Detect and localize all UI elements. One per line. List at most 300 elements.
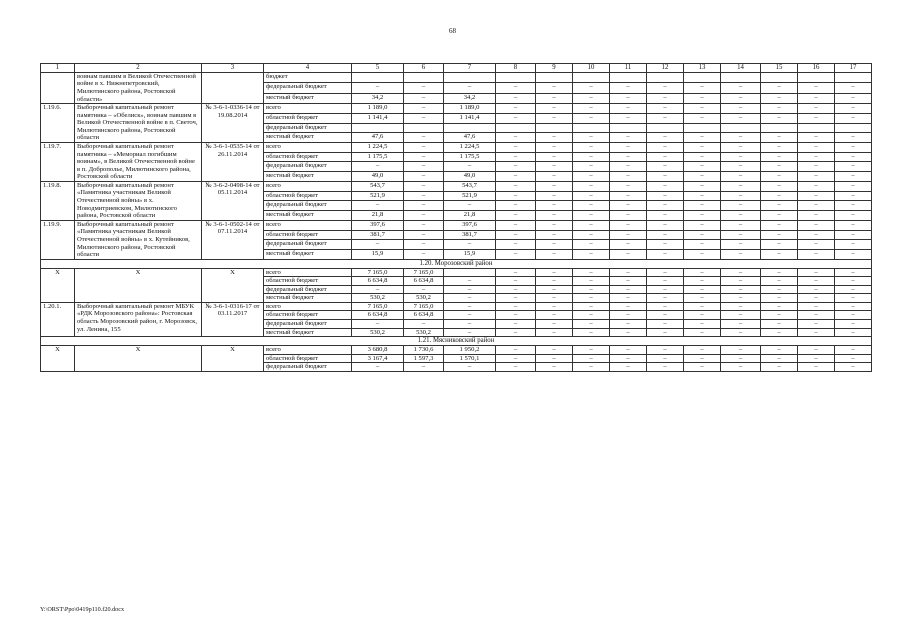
empty-amount-cell: – [684,211,721,221]
amount-cell: – [404,143,444,153]
empty-amount-cell: – [610,294,647,303]
empty-amount-cell [573,123,610,133]
amount-cell: – [404,113,444,123]
amount-cell: – [404,133,444,143]
empty-amount-cell: – [835,191,872,201]
funding-source: местный бюджет [264,93,352,103]
amount-cell: – [352,201,404,211]
empty-amount-cell [536,72,573,82]
empty-amount-cell: – [835,268,872,277]
empty-amount-cell: – [573,113,610,123]
item-number: Х [41,345,75,371]
empty-amount-cell: – [721,240,761,250]
empty-amount-cell: – [835,230,872,240]
empty-amount-cell: – [536,277,573,286]
empty-amount-cell: – [496,191,536,201]
empty-amount-cell: – [835,133,872,143]
empty-amount-cell: – [721,363,761,372]
amount-cell: 6 634,8 [404,277,444,286]
empty-amount-cell: – [573,133,610,143]
column-header-4: 4 [264,64,352,73]
empty-amount-cell: – [573,191,610,201]
empty-amount-cell: – [647,319,684,328]
amount-cell: 49,0 [444,172,496,182]
empty-amount-cell: – [835,345,872,354]
amount-cell: – [352,363,404,372]
empty-amount-cell: – [610,211,647,221]
amount-cell: – [352,162,404,172]
empty-amount-cell: – [835,83,872,93]
empty-amount-cell: – [647,302,684,311]
amount-cell: 15,9 [352,249,404,259]
amount-cell: – [444,285,496,294]
empty-amount-cell: – [647,104,684,114]
empty-amount-cell: – [536,83,573,93]
empty-amount-cell: – [761,285,798,294]
empty-amount-cell: – [761,328,798,337]
funding-source: областной бюджет [264,191,352,201]
empty-amount-cell: – [761,345,798,354]
amount-cell: – [404,162,444,172]
object-name: Х [75,268,202,302]
empty-amount-cell: – [835,328,872,337]
empty-amount-cell: – [536,201,573,211]
empty-amount-cell: – [496,268,536,277]
empty-amount-cell: – [647,240,684,250]
empty-amount-cell: – [573,152,610,162]
empty-amount-cell: – [536,268,573,277]
empty-amount-cell: – [721,319,761,328]
document-reference [202,72,264,103]
object-name: Х [75,345,202,371]
funding-source: федеральный бюджет [264,319,352,328]
empty-amount-cell: – [610,152,647,162]
empty-amount-cell: – [684,311,721,320]
empty-amount-cell: – [835,162,872,172]
column-header-17: 17 [835,64,872,73]
empty-amount-cell: – [647,294,684,303]
amount-cell: – [404,240,444,250]
empty-amount-cell: – [684,230,721,240]
amount-cell: – [352,240,404,250]
empty-amount-cell: – [536,240,573,250]
empty-amount-cell [610,72,647,82]
table-row [41,268,872,277]
amount-cell: 530,2 [404,294,444,303]
amount-cell: 530,2 [352,328,404,337]
empty-amount-cell: – [647,220,684,230]
empty-amount-cell: – [798,104,835,114]
empty-amount-cell: – [721,230,761,240]
empty-amount-cell: – [835,363,872,372]
empty-amount-cell: – [835,181,872,191]
empty-amount-cell: – [610,93,647,103]
amount-cell: – [352,319,404,328]
amount-cell: 47,6 [352,133,404,143]
funding-source: областной бюджет [264,113,352,123]
amount-cell: 381,7 [352,230,404,240]
file-path-footer: Y:\ORST\Ppo\0419p110.f20.docx [40,606,125,613]
empty-amount-cell: – [573,311,610,320]
empty-amount-cell: – [798,83,835,93]
empty-amount-cell: – [496,181,536,191]
amount-cell: 7 165,0 [404,302,444,311]
empty-amount-cell: – [536,302,573,311]
amount-cell: – [404,363,444,372]
column-header-15: 15 [761,64,798,73]
amount-cell: – [444,201,496,211]
empty-amount-cell: – [496,328,536,337]
empty-amount-cell: – [536,345,573,354]
document-reference: Х [202,268,264,302]
empty-amount-cell: – [536,172,573,182]
empty-amount-cell: – [684,345,721,354]
empty-amount-cell: – [573,211,610,221]
empty-amount-cell: – [647,249,684,259]
empty-amount-cell: – [536,143,573,153]
empty-amount-cell: – [496,240,536,250]
empty-amount-cell: – [761,294,798,303]
empty-amount-cell: – [721,113,761,123]
empty-amount-cell: – [721,220,761,230]
empty-amount-cell: – [684,143,721,153]
empty-amount-cell: – [761,113,798,123]
object-name: Выборочный капитальный ремонт памятника – «Обелиск», воинам павшим в Великой Отечественной войне в п. Светоч, Милютинского района, Ростовской области [75,104,202,143]
district-section-row [41,337,872,346]
empty-amount-cell: – [610,319,647,328]
empty-amount-cell: – [647,211,684,221]
empty-amount-cell: – [647,354,684,363]
empty-amount-cell: – [496,302,536,311]
empty-amount-cell: – [835,240,872,250]
empty-amount-cell: – [798,363,835,372]
empty-amount-cell: – [573,319,610,328]
empty-amount-cell: – [798,328,835,337]
empty-amount-cell: – [573,143,610,153]
amount-cell: – [404,201,444,211]
empty-amount-cell: – [835,211,872,221]
item-number: 1.20.1. [41,302,75,336]
empty-amount-cell: – [721,83,761,93]
empty-amount-cell: – [536,211,573,221]
amount-cell: 7 165,0 [352,302,404,311]
funding-source: всего [264,181,352,191]
empty-amount-cell: – [761,201,798,211]
amount-cell [404,123,444,133]
table-row [41,345,872,354]
empty-amount-cell: – [761,93,798,103]
empty-amount-cell: – [721,133,761,143]
amount-cell: 47,6 [444,133,496,143]
empty-amount-cell: – [496,104,536,114]
amount-cell: 521,9 [444,191,496,201]
amount-cell: 21,8 [444,211,496,221]
amount-cell: 530,2 [352,294,404,303]
empty-amount-cell: – [536,181,573,191]
empty-amount-cell: – [610,172,647,182]
empty-amount-cell: – [761,249,798,259]
district-section-row [41,259,872,268]
empty-amount-cell: – [647,345,684,354]
empty-amount-cell: – [798,220,835,230]
empty-amount-cell [761,72,798,82]
empty-amount-cell: – [610,311,647,320]
empty-amount-cell: – [721,191,761,201]
empty-amount-cell: – [684,302,721,311]
empty-amount-cell: – [684,328,721,337]
amount-cell: – [404,152,444,162]
amount-cell: – [444,328,496,337]
empty-amount-cell: – [798,268,835,277]
funding-source: местный бюджет [264,249,352,259]
empty-amount-cell [684,123,721,133]
empty-amount-cell: – [647,83,684,93]
empty-amount-cell: – [496,354,536,363]
amount-cell [352,72,404,82]
empty-amount-cell [798,72,835,82]
empty-amount-cell [536,123,573,133]
object-name: воинам павшим в Великой Отечественной войне в х. Нижнепетровский, Милютинского района, Ростовской области» [75,72,202,103]
column-header-3: 3 [202,64,264,73]
empty-amount-cell: – [573,181,610,191]
funding-source: местный бюджет [264,133,352,143]
empty-amount-cell: – [721,211,761,221]
empty-amount-cell: – [684,191,721,201]
funding-source: областной бюджет [264,354,352,363]
funding-source: федеральный бюджет [264,363,352,372]
amount-cell: – [444,162,496,172]
empty-amount-cell: – [573,294,610,303]
empty-amount-cell: – [573,104,610,114]
header-row [41,64,872,73]
amount-cell: 543,7 [444,181,496,191]
empty-amount-cell: – [647,285,684,294]
amount-cell: – [352,83,404,93]
amount-cell: 1 141,4 [352,113,404,123]
item-number [41,72,75,103]
empty-amount-cell [610,123,647,133]
document-reference: Х [202,345,264,371]
empty-amount-cell: – [610,268,647,277]
amount-cell: – [404,285,444,294]
amount-cell: – [444,83,496,93]
amount-cell: 1 189,0 [444,104,496,114]
amount-cell: – [444,294,496,303]
empty-amount-cell: – [721,172,761,182]
amount-cell: 6 634,8 [404,311,444,320]
empty-amount-cell: – [798,302,835,311]
empty-amount-cell [835,72,872,82]
empty-amount-cell: – [721,152,761,162]
empty-amount-cell: – [573,172,610,182]
empty-amount-cell: – [798,152,835,162]
empty-amount-cell: – [798,133,835,143]
empty-amount-cell: – [573,328,610,337]
empty-amount-cell: – [536,152,573,162]
amount-cell: 6 634,8 [352,311,404,320]
district-name: 1.20. Морозовский район [41,259,872,268]
empty-amount-cell: – [647,230,684,240]
empty-amount-cell: – [536,354,573,363]
column-header-11: 11 [610,64,647,73]
funding-source: областной бюджет [264,230,352,240]
empty-amount-cell: – [761,83,798,93]
amount-cell: 1 189,0 [352,104,404,114]
column-header-6: 6 [404,64,444,73]
amount-cell: 6 634,8 [352,277,404,286]
empty-amount-cell: – [835,285,872,294]
empty-amount-cell: – [647,268,684,277]
empty-amount-cell: – [684,162,721,172]
financing-table [40,63,872,372]
empty-amount-cell: – [536,294,573,303]
amount-cell: 543,7 [352,181,404,191]
item-number: 1.19.8. [41,181,75,220]
empty-amount-cell: – [721,104,761,114]
table-row [41,220,872,230]
empty-amount-cell: – [573,354,610,363]
empty-amount-cell: – [684,83,721,93]
empty-amount-cell: – [761,211,798,221]
amount-cell: 7 165,0 [404,268,444,277]
empty-amount-cell [647,123,684,133]
empty-amount-cell: – [573,285,610,294]
empty-amount-cell: – [647,363,684,372]
empty-amount-cell: – [610,302,647,311]
empty-amount-cell: – [536,328,573,337]
column-header-8: 8 [496,64,536,73]
empty-amount-cell: – [798,230,835,240]
empty-amount-cell: – [573,93,610,103]
amount-cell: – [444,319,496,328]
amount-cell: – [444,302,496,311]
item-number: 1.19.9. [41,220,75,259]
empty-amount-cell: – [684,220,721,230]
empty-amount-cell: – [798,249,835,259]
empty-amount-cell: – [496,143,536,153]
amount-cell: 3 167,4 [352,354,404,363]
funding-source: федеральный бюджет [264,240,352,250]
empty-amount-cell: – [798,211,835,221]
funding-source: бюджет [264,72,352,82]
funding-source: федеральный бюджет [264,201,352,211]
funding-source: областной бюджет [264,277,352,286]
empty-amount-cell: – [496,220,536,230]
document-reference: № 3-6-1-0336-14 от 19.08.2014 [202,104,264,143]
empty-amount-cell: – [721,345,761,354]
funding-source: всего [264,220,352,230]
empty-amount-cell: – [647,172,684,182]
amount-cell: 1 224,5 [444,143,496,153]
amount-cell: 530,2 [404,328,444,337]
empty-amount-cell: – [798,354,835,363]
empty-amount-cell: – [496,172,536,182]
amount-cell: – [404,249,444,259]
item-number: Х [41,268,75,302]
empty-amount-cell: – [536,285,573,294]
empty-amount-cell: – [647,143,684,153]
empty-amount-cell: – [610,328,647,337]
empty-amount-cell: – [496,363,536,372]
amount-cell: – [404,93,444,103]
empty-amount-cell: – [798,143,835,153]
amount-cell: 34,2 [444,93,496,103]
empty-amount-cell [647,72,684,82]
funding-source: всего [264,302,352,311]
empty-amount-cell [573,72,610,82]
amount-cell: 397,6 [444,220,496,230]
empty-amount-cell: – [761,230,798,240]
funding-source: местный бюджет [264,328,352,337]
empty-amount-cell: – [684,201,721,211]
empty-amount-cell: – [761,152,798,162]
table-row [41,143,872,153]
empty-amount-cell: – [761,302,798,311]
empty-amount-cell: – [761,363,798,372]
empty-amount-cell: – [536,93,573,103]
empty-amount-cell: – [761,240,798,250]
empty-amount-cell: – [610,249,647,259]
empty-amount-cell: – [610,201,647,211]
empty-amount-cell: – [536,191,573,201]
empty-amount-cell: – [610,181,647,191]
empty-amount-cell: – [761,133,798,143]
empty-amount-cell: – [835,172,872,182]
empty-amount-cell: – [761,311,798,320]
empty-amount-cell: – [721,93,761,103]
empty-amount-cell: – [761,319,798,328]
empty-amount-cell: – [684,240,721,250]
empty-amount-cell: – [798,240,835,250]
empty-amount-cell: – [573,162,610,172]
amount-cell: 1 570,1 [444,354,496,363]
funding-source: федеральный бюджет [264,83,352,93]
empty-amount-cell: – [647,152,684,162]
empty-amount-cell: – [684,133,721,143]
document-reference: № 3-6-1-0316-17 от 03.11.2017 [202,302,264,336]
empty-amount-cell: – [536,133,573,143]
table-row [41,181,872,191]
empty-amount-cell: – [835,201,872,211]
object-name: Выборочный капитальный ремонт МБУК «РДК Морозовского района»: Ростовская область Морозовский район, г. Морозовск, ул. Ленина, 155 [75,302,202,336]
empty-amount-cell: – [835,93,872,103]
amount-cell [444,268,496,277]
amount-cell: – [404,83,444,93]
empty-amount-cell: – [610,240,647,250]
empty-amount-cell: – [496,294,536,303]
amount-cell: 21,8 [352,211,404,221]
column-header-14: 14 [721,64,761,73]
empty-amount-cell [798,123,835,133]
empty-amount-cell: – [721,354,761,363]
empty-amount-cell: – [798,181,835,191]
empty-amount-cell: – [684,93,721,103]
empty-amount-cell: – [573,220,610,230]
empty-amount-cell: – [496,285,536,294]
empty-amount-cell: – [536,162,573,172]
amount-cell: 1 175,5 [352,152,404,162]
empty-amount-cell: – [721,302,761,311]
empty-amount-cell: – [684,277,721,286]
amount-cell: 1 597,3 [404,354,444,363]
document-reference: № 3-6-2-0498-14 от 05.11.2014 [202,181,264,220]
amount-cell: – [444,277,496,286]
column-header-10: 10 [573,64,610,73]
empty-amount-cell: – [536,311,573,320]
empty-amount-cell: – [573,83,610,93]
empty-amount-cell [721,72,761,82]
empty-amount-cell [761,123,798,133]
